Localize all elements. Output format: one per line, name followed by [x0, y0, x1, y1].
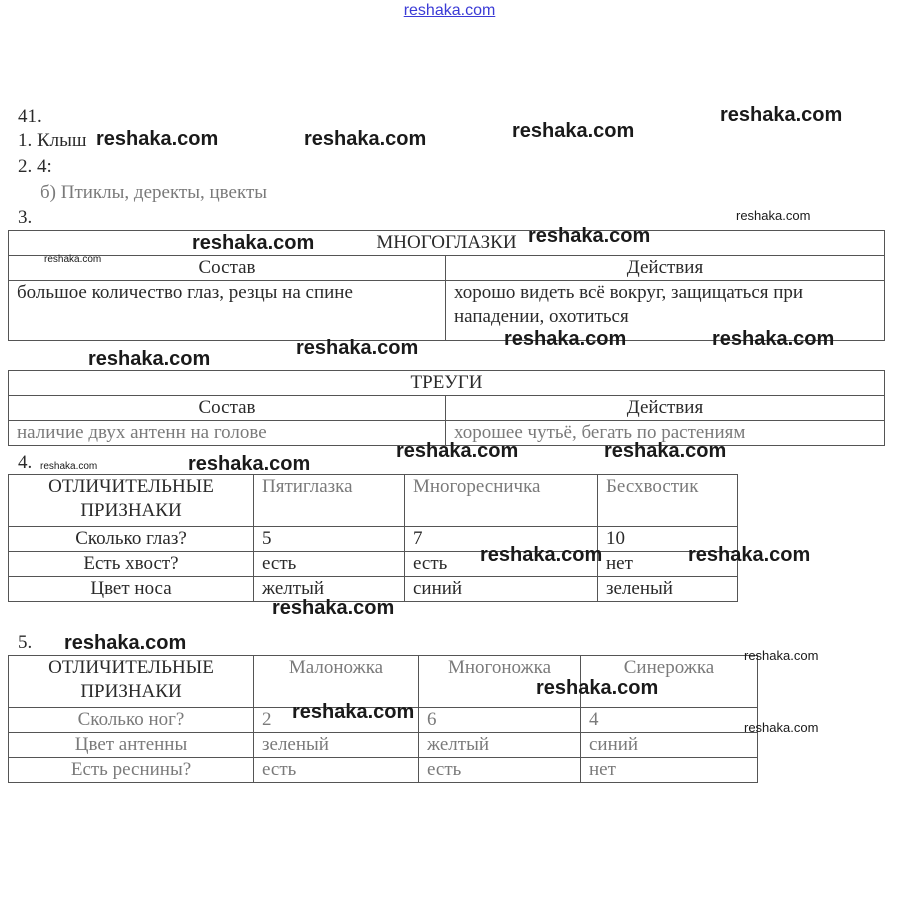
table-cell: синий [405, 577, 598, 602]
table-cell: есть [419, 758, 581, 783]
watermark: reshaka.com [504, 328, 627, 350]
table-cell: зеленый [254, 733, 419, 758]
column-header: Пятиглазка [254, 475, 405, 527]
watermark: reshaka.com [528, 225, 651, 247]
watermark: reshaka.com [604, 440, 727, 462]
table-cell: нет [581, 758, 758, 783]
column-header: Многоножка [419, 656, 581, 708]
table-cell: синий [581, 733, 758, 758]
answer-item-3: 3. [18, 207, 33, 228]
column-header: ОТЛИЧИТЕЛЬНЫЕ ПРИЗНАКИ [9, 656, 254, 708]
table-title: МНОГОГЛАЗКИ [9, 231, 885, 256]
table-cell: хорошо видеть всё вокруг, защищаться при нападении, охотиться [446, 281, 885, 341]
table-cell: нет [598, 552, 738, 577]
watermark: reshaka.com [188, 453, 311, 475]
watermark: reshaka.com [712, 328, 835, 350]
watermark: reshaka.com [272, 597, 395, 619]
answer-item-4: 4. [18, 452, 33, 473]
answer-item-2b: б) Птиклы, деректы, цвекты [40, 182, 268, 203]
column-header: Состав [9, 256, 446, 281]
table-treugi [8, 370, 885, 446]
watermark: reshaka.com [296, 337, 419, 359]
column-header: Действия [446, 256, 885, 281]
watermark: reshaka.com [304, 128, 427, 150]
table-cell: 4 [581, 708, 758, 733]
table-cell: Есть реснины? [9, 758, 254, 783]
table-mnogoglazki [8, 230, 885, 341]
table-title: ТРЕУГИ [9, 371, 885, 396]
watermark: reshaka.com [88, 348, 211, 370]
watermark: reshaka.com [536, 677, 659, 699]
task-number: 41. [18, 106, 42, 127]
watermark: reshaka.com [744, 720, 819, 735]
table-cell: 2 [254, 708, 419, 733]
table-cell: 5 [254, 527, 405, 552]
watermark: reshaka.com [480, 544, 603, 566]
watermark: reshaka.com [512, 120, 635, 142]
column-header: Многоресничка [405, 475, 598, 527]
table-cell: Сколько ног? [9, 708, 254, 733]
column-header: Бесхвостик [598, 475, 738, 527]
table-cell: Цвет носа [9, 577, 254, 602]
table-cell: есть [254, 552, 405, 577]
column-header: ОТЛИЧИТЕЛЬНЫЕ ПРИЗНАКИ [9, 475, 254, 527]
table-cell: есть [405, 552, 598, 577]
site-link[interactable]: reshaka.com [403, 2, 496, 19]
table-cell: наличие двух антенн на голове [9, 421, 446, 446]
column-header: Синерожка [581, 656, 758, 708]
watermark: reshaka.com [720, 104, 843, 126]
table-cell: 7 [405, 527, 598, 552]
table-cell: Цвет антенны [9, 733, 254, 758]
table-cell: зеленый [598, 577, 738, 602]
table-cell: большое количество глаз, резцы на спине [9, 281, 446, 341]
watermark: reshaka.com [688, 544, 811, 566]
watermark: reshaka.com [44, 254, 102, 265]
watermark: reshaka.com [96, 128, 219, 150]
answer-item-2: 2. 4: [18, 156, 52, 177]
table-cell: желтый [254, 577, 405, 602]
table-cell: Сколько глаз? [9, 527, 254, 552]
watermark: reshaka.com [192, 232, 315, 254]
watermark: reshaka.com [40, 461, 98, 472]
table-cell: есть [254, 758, 419, 783]
watermark: reshaka.com [64, 632, 187, 654]
watermark: reshaka.com [736, 208, 811, 223]
watermark: reshaka.com [396, 440, 519, 462]
table-cell: хорошее чутьё, бегать по растениям [446, 421, 885, 446]
answer-item-1: 1. Клыш [18, 130, 87, 151]
table-cell: 10 [598, 527, 738, 552]
watermark: reshaka.com [292, 701, 415, 723]
watermark: reshaka.com [744, 648, 819, 663]
table-features-4 [8, 474, 738, 602]
table-cell: 6 [419, 708, 581, 733]
column-header: Состав [9, 396, 446, 421]
column-header: Малоножка [254, 656, 419, 708]
column-header: Действия [446, 396, 885, 421]
table-cell: Есть хвост? [9, 552, 254, 577]
table-cell: желтый [419, 733, 581, 758]
answer-item-5: 5. [18, 632, 33, 653]
